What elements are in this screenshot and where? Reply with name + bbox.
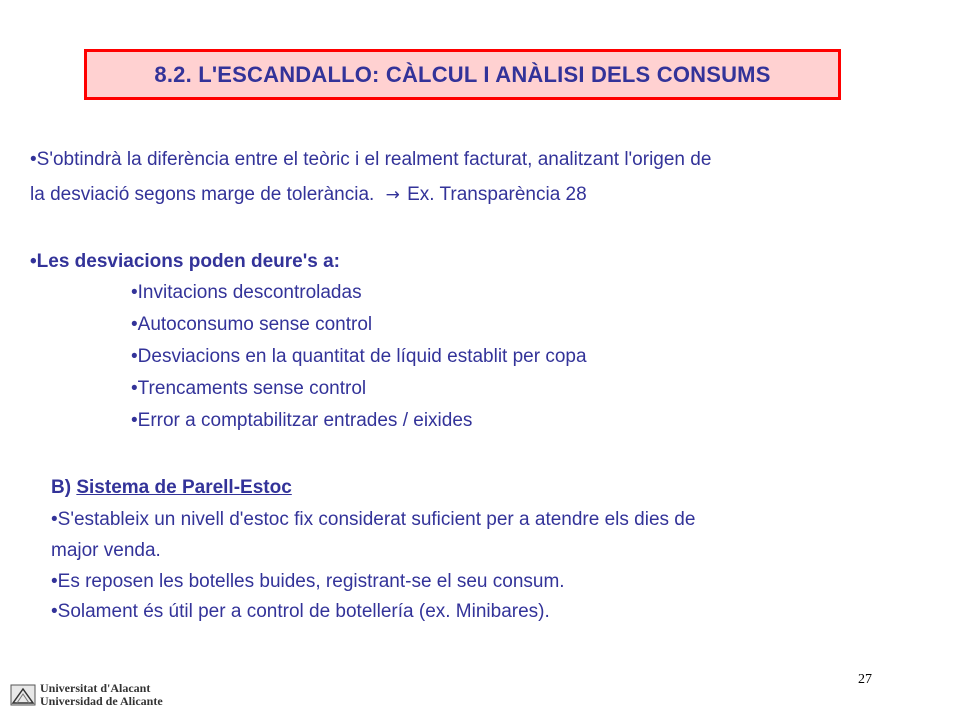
university-name-line-2: Universidad de Alicante xyxy=(40,694,163,708)
deviation-item: • Autoconsumo sense control xyxy=(131,314,372,336)
section-b-bullet-1-line-2: major venda. xyxy=(51,540,161,561)
section-b-bullet-1-line-1: • S'estableix un nivell d'estoc fix considerat suficient per a atendre els dies de xyxy=(51,509,695,531)
intro-line-2 xyxy=(30,177,711,213)
deviation-item: • Trencaments sense control xyxy=(131,378,366,400)
deviation-item: • Desviacions en la quantitat de líquid establit per copa xyxy=(131,346,587,368)
university-name xyxy=(40,682,163,708)
arrow-right-icon: → xyxy=(385,185,400,205)
page-number: 27 xyxy=(858,672,872,687)
section-b-heading xyxy=(51,477,292,499)
deviation-item: • Error a comptabilitzar entrades / eixides xyxy=(131,410,472,432)
university-name-line-1: Universitat d'Alacant xyxy=(40,681,151,695)
university-logo xyxy=(10,682,163,708)
transparency-ref: Ex. Transparència 28 xyxy=(407,184,587,205)
section-b-title: Sistema de Parell-Estoc xyxy=(76,477,292,498)
section-b-bullet-2: • Es reposen les botelles buides, registrant-se el seu consum. xyxy=(51,571,565,593)
slide-title: 8.2. L'ESCANDALLO: CÀLCUL I ANÀLISI DELS CONSUMS xyxy=(154,61,771,87)
deviation-item: • Invitacions descontroladas xyxy=(131,282,362,304)
intro-paragraph xyxy=(30,142,711,213)
section-b-bullet-3: • Solament és útil per a control de botellería (ex. Minibares). xyxy=(51,601,550,623)
intro-line-2-text: la desviació segons marge de tolerància. xyxy=(30,184,375,205)
university-emblem-icon xyxy=(10,684,36,706)
section-b-label: B) xyxy=(51,477,72,498)
title-box xyxy=(84,49,841,100)
intro-line-1: • S'obtindrà la diferència entre el teòric i el realment facturat, analitzant l'origen de xyxy=(30,142,711,177)
deviations-heading: • Les desviacions poden deure's a: xyxy=(30,244,340,279)
